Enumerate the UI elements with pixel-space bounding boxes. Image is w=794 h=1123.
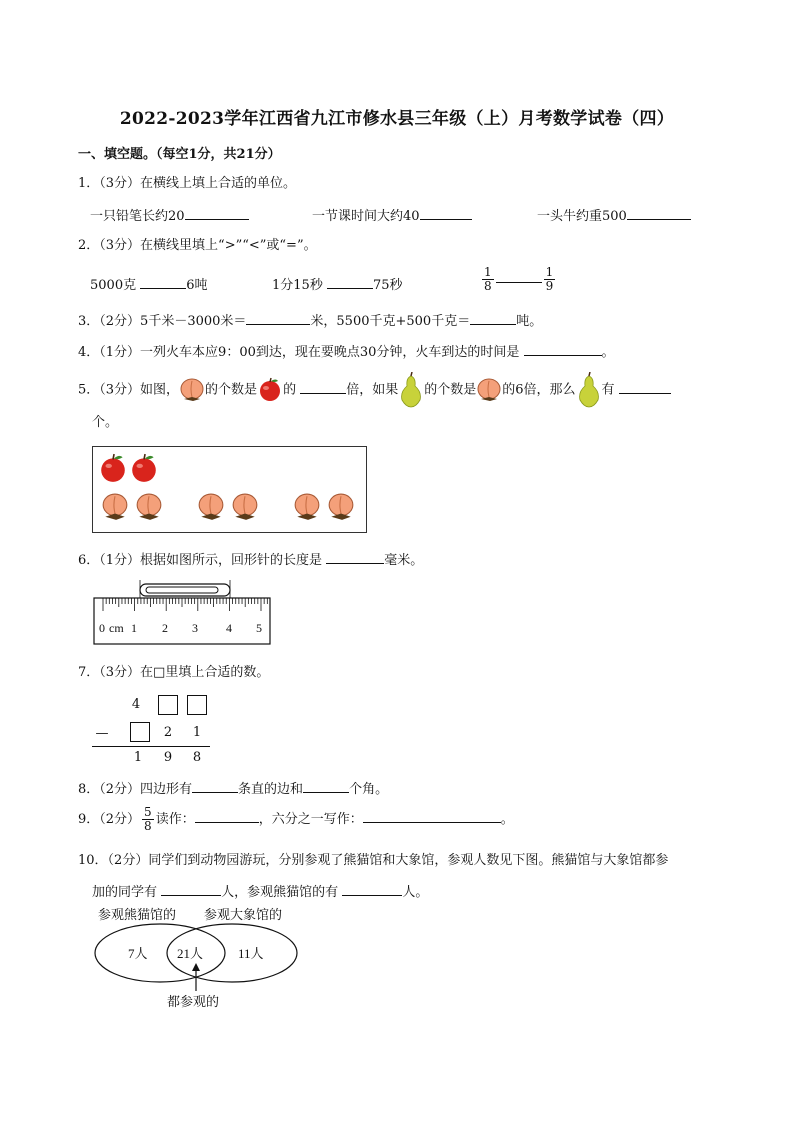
peach-icon	[197, 491, 225, 523]
answer-blank[interactable]	[140, 274, 186, 289]
answer-blank[interactable]	[195, 808, 259, 823]
q9-text-3: ，六分之一写作：	[258, 812, 363, 827]
q2-b-left: 1分15秒	[272, 278, 323, 293]
ruler-figure	[92, 580, 276, 652]
peach-icon	[101, 491, 129, 523]
question-4	[78, 341, 615, 363]
minus-sign: —	[95, 726, 109, 741]
ruler-label-0: 0	[99, 621, 105, 635]
venn-circle-left	[95, 924, 225, 982]
q9-text-2: 读作：	[155, 812, 195, 827]
fraction: $\frac{1}{8}$	[484, 265, 492, 293]
q5-text-6: 的6倍，那么	[502, 382, 576, 398]
peach-icon	[231, 491, 259, 523]
q4-text-2: 。	[601, 345, 615, 360]
venn-label-right: 参观大象馆的	[204, 907, 283, 922]
peach-icon	[293, 491, 321, 523]
question-7-stem: 7．（3分）在□里填上合适的数。	[78, 665, 270, 680]
question-10-line-1: 10．（2分）同学们到动物园游玩，分别参观了熊猫馆和大象馆，参观人数见下图。熊猫馆与大象馆都参	[78, 853, 669, 868]
q3-text-2: 米，5500千克+500千克＝	[310, 314, 471, 329]
answer-blank[interactable]	[496, 268, 542, 283]
question-3	[78, 310, 542, 332]
venn-diagram	[92, 903, 306, 1015]
subtraction-problem	[92, 690, 222, 770]
fruit-figure	[92, 446, 367, 533]
q3-text-3: 吨。	[516, 314, 543, 329]
peach-icon	[135, 491, 163, 523]
ruler-svg	[92, 580, 276, 648]
answer-blank[interactable]	[161, 881, 221, 896]
q9-text-4: 。	[500, 812, 514, 827]
arrow-up-icon	[192, 963, 200, 971]
digit: 2	[163, 725, 173, 740]
q5-text-8: 个。	[92, 415, 119, 430]
venn-value-right: 11人	[238, 946, 264, 961]
digit: 1	[192, 725, 202, 740]
peach-icon	[179, 377, 205, 403]
ruler-label-1: 1	[131, 621, 137, 635]
q6-text-1: 6．（1分）根据如图所示，回形针的长度是	[78, 553, 323, 568]
question-10-line-2	[92, 881, 428, 903]
question-1-b	[312, 205, 472, 227]
q1-c-text: 一头牛约重500	[537, 209, 627, 224]
question-1-stem: 1．（3分）在横线上填上合适的单位。	[78, 176, 297, 191]
venn-label-left: 参观熊猫馆的	[98, 907, 177, 922]
answer-blank[interactable]	[326, 549, 384, 564]
digit-box[interactable]	[187, 695, 207, 715]
answer-blank[interactable]	[246, 310, 310, 325]
q10-text-2: 人，参观熊猫馆的有	[221, 885, 339, 900]
q9-text-1: 9．（2分）	[78, 812, 141, 827]
digit-box[interactable]	[130, 722, 150, 742]
question-2-stem: 2．（3分）在横线里填上“>”“<”或“=”。	[78, 238, 317, 253]
paperclip-outer	[140, 584, 230, 596]
digit: 9	[163, 750, 173, 765]
q5-text-3: 的	[283, 382, 297, 398]
sum-line	[92, 746, 210, 747]
q8-text-2: 条直的边和	[238, 782, 304, 797]
question-9	[78, 806, 514, 833]
q5-text-1: 5．（3分）如图，	[78, 382, 180, 398]
question-2-c	[480, 266, 557, 293]
answer-blank[interactable]	[619, 379, 671, 394]
apple-icon	[99, 453, 127, 483]
pear-icon	[576, 372, 602, 408]
digit-box[interactable]	[158, 695, 178, 715]
answer-blank[interactable]	[327, 274, 373, 289]
digit: 8	[192, 750, 202, 765]
question-2-b	[272, 274, 403, 296]
page-title: 2022-2023学年江西省九江市修水县三年级（上）月考数学试卷（四）	[119, 109, 675, 129]
q2-a-right: 6吨	[186, 278, 208, 293]
ruler-label-2: 2	[162, 621, 168, 635]
venn-value-left: 7人	[128, 946, 148, 961]
digit: 4	[131, 697, 141, 712]
section-heading: 一、填空题。（每空1分，共21分）	[78, 147, 281, 162]
answer-blank[interactable]	[627, 205, 691, 220]
apple-icon	[257, 377, 283, 403]
fraction: $\frac{5}{8}$	[144, 805, 152, 833]
answer-blank[interactable]	[300, 379, 346, 394]
peach-icon	[476, 377, 502, 403]
venn-svg	[92, 903, 306, 1011]
question-2-a	[90, 274, 208, 296]
venn-value-mid: 21人	[177, 946, 204, 961]
q6-text-2: 毫米。	[384, 553, 424, 568]
answer-blank[interactable]	[185, 205, 249, 220]
paperclip-inner	[146, 587, 218, 593]
question-8	[78, 778, 388, 800]
q4-text-1: 4．（1分）一列火车本应9：00到达，现在要晚点30分钟，火车到达的时间是	[78, 345, 520, 360]
q10-text-3: 人。	[402, 885, 429, 900]
q5-text-7: 有	[601, 382, 615, 398]
q5-text-2: 的个数是	[205, 382, 258, 398]
ruler-label-4: 4	[226, 621, 232, 635]
q3-text-1: 3．（2分）5千米－3000米＝	[78, 314, 247, 329]
q10-text-1: 加的同学有	[92, 885, 158, 900]
q2-a-left: 5000克	[90, 278, 137, 293]
answer-blank[interactable]	[192, 778, 238, 793]
answer-blank[interactable]	[342, 881, 402, 896]
peach-icon	[327, 491, 355, 523]
q5-text-4: 倍，如果	[346, 382, 399, 398]
question-1-a	[90, 205, 249, 227]
answer-blank[interactable]	[303, 778, 349, 793]
question-1-c	[537, 205, 691, 227]
answer-blank[interactable]	[470, 310, 516, 325]
ruler-label-cm: cm	[109, 621, 124, 635]
pear-icon	[398, 372, 424, 408]
apple-icon	[130, 453, 158, 483]
q8-text-3: 个角。	[349, 782, 389, 797]
q1-b-text: 一节课时间大约40	[312, 209, 420, 224]
question-6	[78, 549, 423, 571]
digit: 1	[133, 750, 143, 765]
q5-text-5: 的个数是	[424, 382, 477, 398]
q2-b-right: 75秒	[372, 278, 403, 293]
ruler-label-3: 3	[192, 621, 198, 635]
question-5	[78, 372, 671, 408]
answer-blank[interactable]	[363, 808, 501, 823]
q1-a-text: 一只铅笔长约20	[90, 209, 185, 224]
venn-arrow-label: 都参观的	[167, 994, 220, 1009]
answer-blank[interactable]	[524, 341, 602, 356]
ruler-label-5: 5	[256, 621, 262, 635]
fraction: $\frac{1}{9}$	[545, 265, 554, 293]
q8-text-1: 8．（2分）四边形有	[78, 782, 193, 797]
answer-blank[interactable]	[420, 205, 472, 220]
